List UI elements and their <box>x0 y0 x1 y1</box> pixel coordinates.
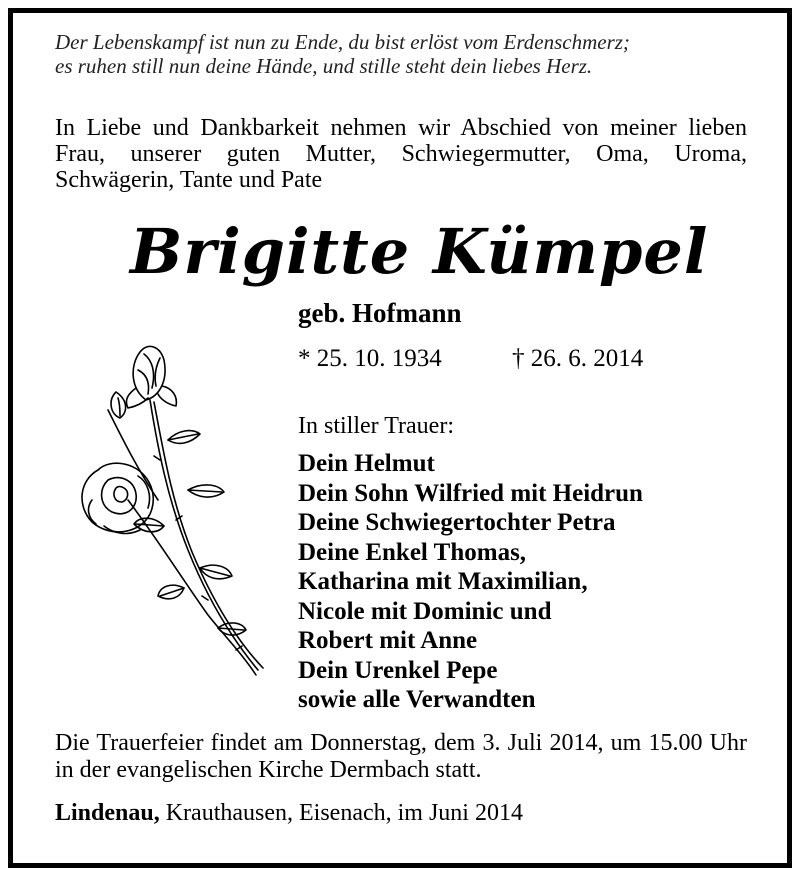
mourner-item: Deine Schwiegertochter Petra <box>298 509 616 536</box>
death-date: † 26. 6. 2014 <box>512 345 644 372</box>
mourner-item: Deine Enkel Thomas, <box>298 538 527 566</box>
birth-date: * 25. 10. 1934 <box>298 345 442 372</box>
poem <box>55 30 755 78</box>
mourner-item: sowie alle Verwandten <box>298 686 536 713</box>
deceased-name: Brigitte Kümpel <box>130 215 709 288</box>
place-rest: Krauthausen, Eisenach, im Juni 2014 <box>159 800 523 826</box>
mourner-item: Dein Sohn Wilfried mit Heidrun <box>298 479 643 507</box>
mourner-item: Dein Helmut <box>298 450 435 477</box>
maiden-name: geb. Hofmann <box>298 298 462 328</box>
mourning-heading: In stiller Trauer: <box>298 413 454 439</box>
mourner-item: Dein Urenkel Pepe <box>298 656 498 684</box>
mourner-item: Robert mit Anne <box>298 627 478 654</box>
mourner-item: Katharina mit Maximilian, <box>298 568 588 595</box>
poem-line: es ruhen still nun deine Hände, und stille steht dein liebes Herz. <box>55 54 593 78</box>
poem-line: Der Lebenskampf ist nun zu Ende, du bist erlöst vom Erdenschmerz; <box>55 30 630 54</box>
ceremony-info: Die Trauerfeier findet am Donnerstag, dem 3. Juli 2014, um 15.00 Uhr in der evangelischen Kirche Dermbach statt. <box>55 730 747 783</box>
life-dates <box>298 345 644 373</box>
intro-text: In Liebe und Dankbarkeit nehmen wir Abschied von meiner lieben Frau, unserer guten Mutter, Schwiegermutter, Oma, Uroma, Schwägerin, Tante und Pate <box>55 115 747 193</box>
place-date <box>55 800 523 827</box>
mourners-list <box>298 449 643 715</box>
rose-icon <box>68 330 278 690</box>
mourner-item: Nicole mit Dominic und <box>298 597 552 625</box>
place-town: Lindenau, <box>55 800 160 826</box>
